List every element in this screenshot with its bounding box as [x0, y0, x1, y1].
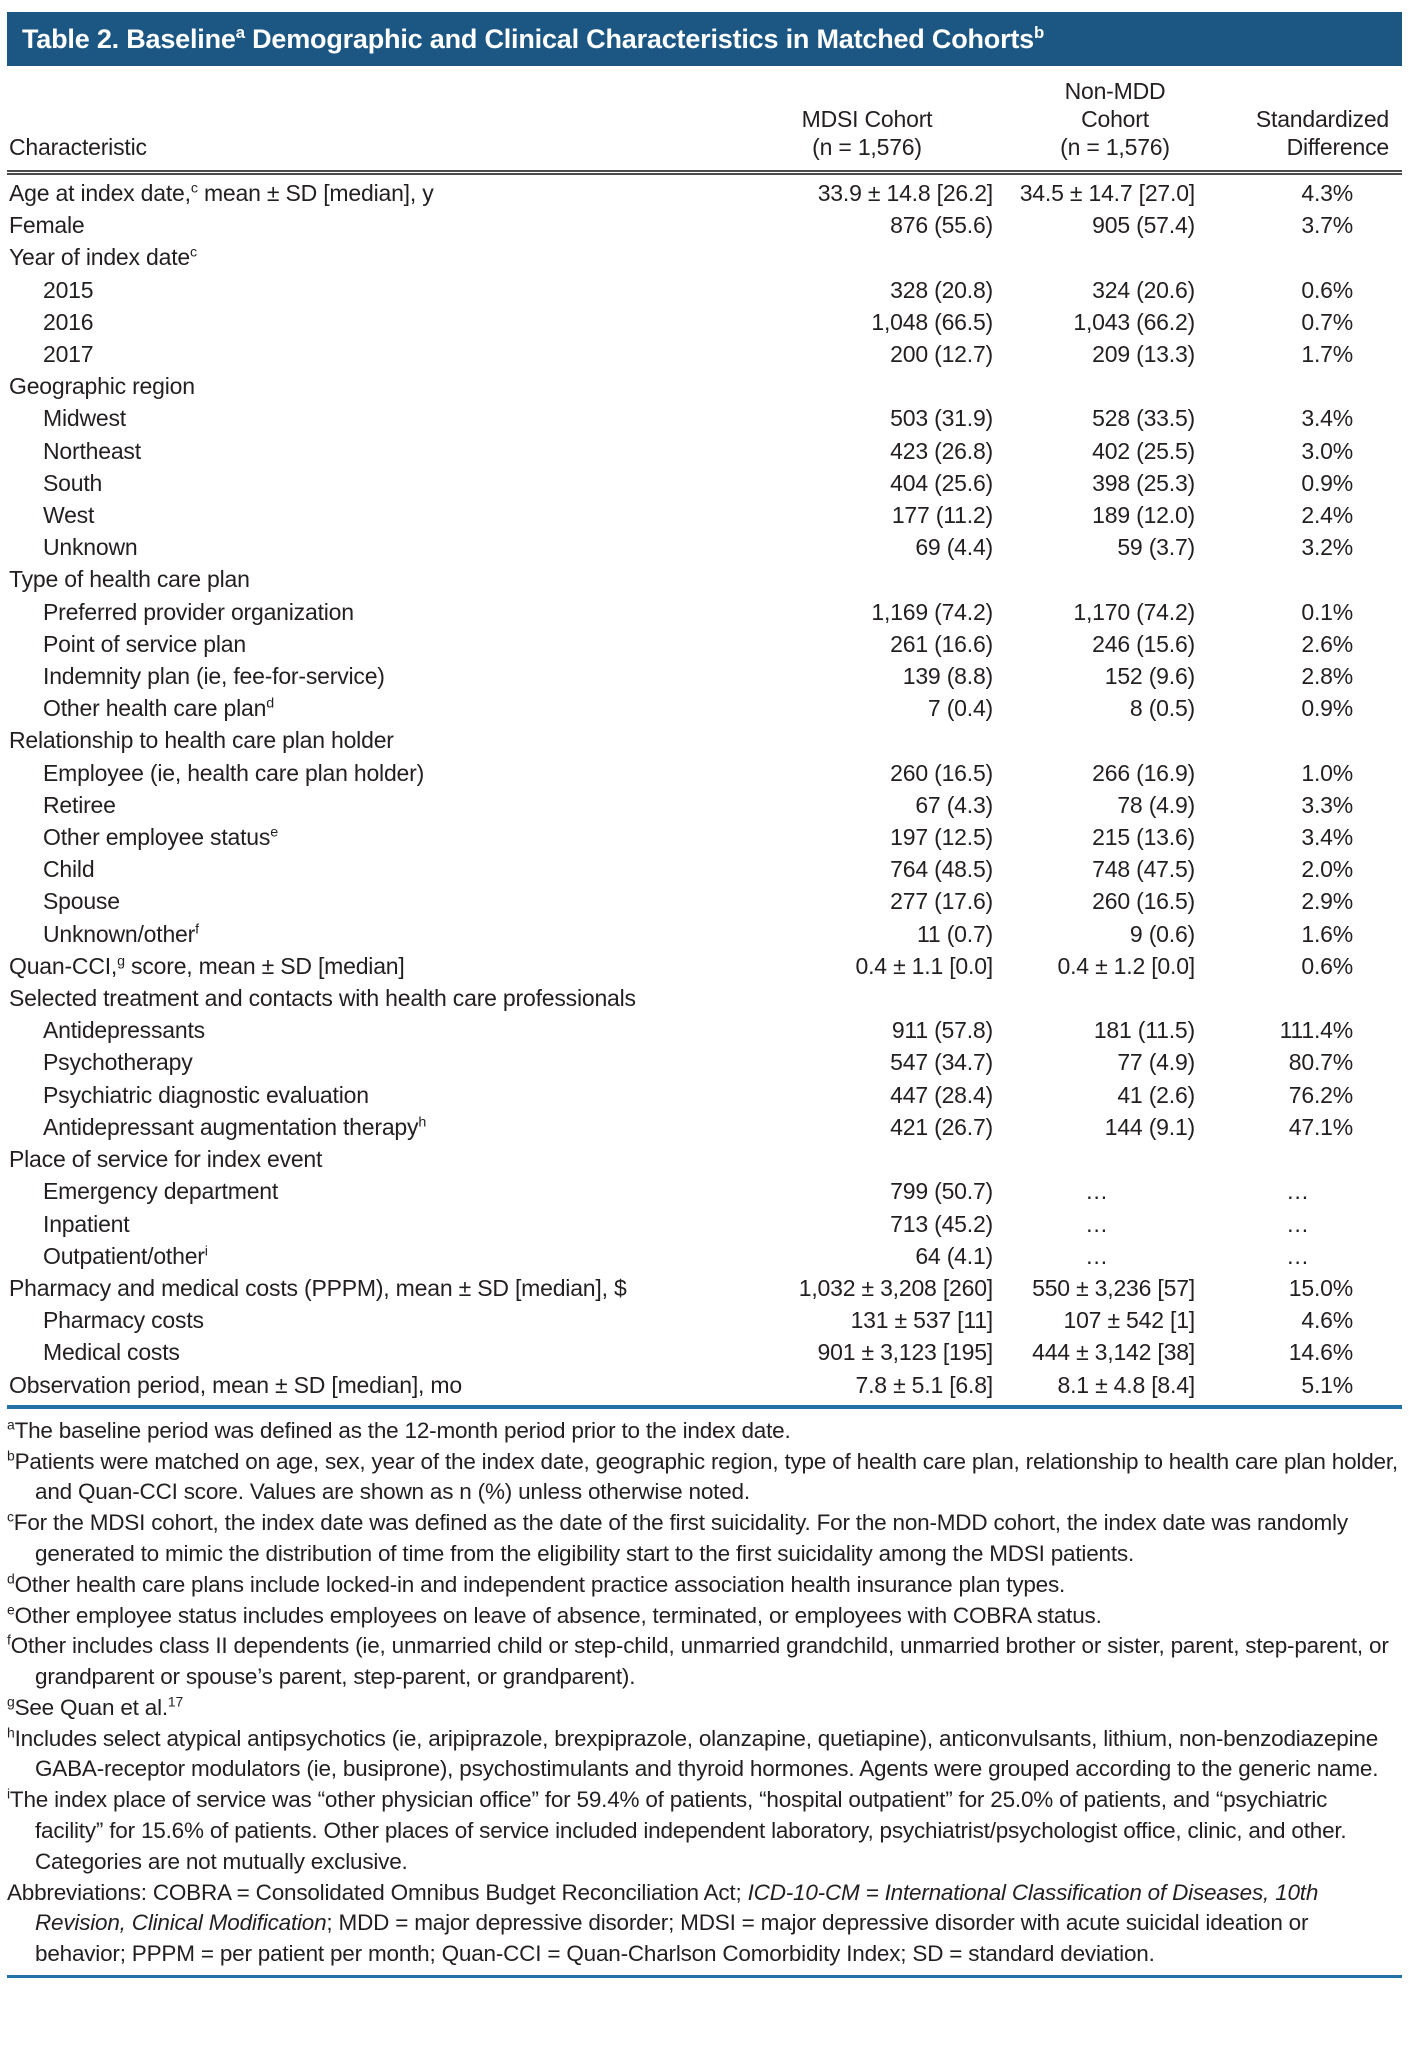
std-diff-value-cell: 47.1%	[1288, 1113, 1353, 1140]
nonmdd-value-cell: 324 (20.6)	[1092, 276, 1195, 303]
mdsi-value-cell: 901 ± 3,123 [195]	[817, 1339, 993, 1366]
std-diff-value-cell	[1200, 241, 1395, 273]
footnote-letter: b	[7, 1447, 15, 1464]
std-diff-value-cell: …	[1286, 1242, 1309, 1269]
mdsi-value-cell: 547 (34.7)	[890, 1049, 993, 1076]
characteristic-cell: Child	[43, 856, 95, 883]
characteristic-cell: Outpatient/other$^i$	[43, 1242, 208, 1269]
characteristic-cell: Other employee status$^e$	[43, 824, 278, 851]
table-row	[7, 563, 1402, 595]
footnote	[7, 1693, 1402, 1724]
std-diff-value-cell: 0.1%	[1301, 598, 1353, 625]
characteristic-cell: Medical costs	[43, 1339, 180, 1366]
std-diff-value-cell: 2.8%	[1301, 663, 1353, 690]
characteristic-cell: Point of service plan	[43, 630, 246, 657]
std-diff-value-cell	[1200, 563, 1395, 595]
table-row	[7, 757, 1402, 789]
nonmdd-value-cell: 181 (11.5)	[1093, 1017, 1195, 1044]
mdsi-value-cell: 139 (8.8)	[902, 663, 993, 690]
nonmdd-value-cell: 528 (33.5)	[1092, 405, 1195, 432]
footnote-text: Other health care plans include locked-in and independent practice association health insurance plan types.	[14, 1571, 1066, 1597]
footnote-letter: c	[7, 1508, 14, 1525]
characteristic-cell: South	[43, 469, 103, 496]
nonmdd-value-cell: 444 ± 3,142 [38]	[1032, 1339, 1195, 1366]
footnote-marker: g	[117, 953, 125, 970]
table-row	[7, 853, 1402, 885]
characteristic-cell: Geographic region	[9, 373, 195, 400]
mdsi-value-cell: 1,048 (66.5)	[871, 308, 993, 335]
abbreviations-text: Abbreviations: COBRA = Consolidated Omnibus Budget Reconciliation Act;	[7, 1879, 748, 1905]
mdsi-cohort-label: MDSI Cohort	[801, 106, 933, 132]
mdsi-value-cell: 197 (12.5)	[890, 824, 993, 851]
footnote-marker: h	[418, 1114, 427, 1131]
std-diff-value-cell: 3.3%	[1301, 791, 1353, 818]
nonmdd-value-cell: …	[1085, 1210, 1108, 1237]
nonmdd-value-cell: …	[1085, 1178, 1108, 1205]
characteristic-cell: Type of health care plan	[9, 566, 250, 593]
nonmdd-value-cell: 41 (2.6)	[1117, 1081, 1195, 1108]
mdsi-value-cell: 11 (0.7)	[917, 920, 993, 947]
standardized-label: Standardized	[1255, 106, 1389, 132]
mdsi-value-cell: 799 (50.7)	[890, 1178, 993, 1205]
table-row	[7, 402, 1402, 434]
nonmdd-value-cell: 152 (9.6)	[1104, 663, 1195, 690]
footnote-marker: c	[189, 244, 197, 261]
footnote-text: For the MDSI cohort, the index date was defined as the date of the first suicidality. For the non-MDD cohort, the index date was randomly generated to mimic the distribution of time from the eligibility start to the first suicidality among the MDSI patients.	[13, 1510, 1348, 1566]
table-row	[7, 1272, 1402, 1304]
table-row	[7, 1304, 1402, 1336]
footnote-marker: f	[195, 921, 199, 938]
characteristic-cell: Antidepressant augmentation therapy$^h$	[43, 1113, 427, 1140]
characteristic-cell: Year of index date$^c$	[9, 244, 197, 271]
characteristic-cell: Female	[9, 212, 85, 239]
table-row	[7, 499, 1402, 531]
footnote	[7, 1570, 1402, 1601]
table-row	[7, 692, 1402, 724]
footnote	[7, 1508, 1402, 1570]
table-row	[7, 982, 1402, 1014]
abbreviations-post-text: ; MDD = major depressive disorder; MDSI = major depressive disorder with acute suicidal ideation or behavior; PPPM = per patient per month; Quan-CCI = Quan-Charlson Comorbidity Index; SD = standard deviation.	[35, 1910, 1309, 1967]
characteristic-cell: Psychotherapy	[43, 1049, 193, 1076]
nonmdd-value-cell: 189 (12.0)	[1092, 502, 1195, 529]
nonmdd-value-cell: 748 (47.5)	[1092, 856, 1195, 883]
table-row	[7, 628, 1402, 660]
nonmdd-value-cell	[993, 370, 1200, 402]
std-diff-value-cell: 3.2%	[1301, 534, 1353, 561]
mdsi-value-cell	[733, 982, 993, 1014]
title-footnote-marker-a: a	[235, 23, 245, 42]
nonmdd-cohort-label: Non-MDD Cohort	[1064, 78, 1166, 132]
nonmdd-value-cell	[993, 724, 1200, 756]
table-row	[7, 274, 1402, 306]
characteristic-cell: Unknown	[43, 534, 138, 561]
mdsi-value-cell: 64 (4.1)	[915, 1242, 993, 1269]
table-row	[7, 1336, 1402, 1368]
std-diff-value-cell: 3.0%	[1301, 437, 1353, 464]
nonmdd-value-cell: 34.5 ± 14.7 [27.0]	[1019, 180, 1195, 206]
characteristic-cell: Inpatient	[43, 1210, 130, 1237]
characteristic-cell: Unknown/other$^f$	[43, 920, 199, 947]
nonmdd-value-cell: 8 (0.5)	[1129, 695, 1195, 722]
nonmdd-value-cell: …	[1085, 1242, 1108, 1269]
table-row	[7, 338, 1402, 370]
mdsi-value-cell	[733, 370, 993, 402]
table-title	[7, 12, 1402, 66]
characteristic-cell: Observation period, mean ± SD [median], mo	[9, 1371, 462, 1398]
std-diff-value-cell	[1200, 724, 1395, 756]
footnote-marker: c	[190, 180, 198, 197]
std-diff-value-cell: 2.0%	[1301, 856, 1353, 883]
table-row	[7, 821, 1402, 853]
table-row	[7, 724, 1402, 756]
mdsi-value-cell: 69 (4.4)	[915, 534, 993, 561]
nonmdd-value-cell: 8.1 ± 4.8 [8.4]	[1057, 1371, 1195, 1398]
nonmdd-value-cell: 0.4 ± 1.2 [0.0]	[1057, 952, 1195, 979]
characteristic-cell: Midwest	[43, 405, 126, 432]
table-row	[7, 435, 1402, 467]
characteristic-cell: Retiree	[43, 791, 116, 818]
std-diff-value-cell: 0.7%	[1301, 308, 1353, 335]
nonmdd-value-cell: 77 (4.9)	[1117, 1049, 1195, 1076]
std-diff-value-cell: 0.9%	[1301, 695, 1353, 722]
nonmdd-value-cell: 9 (0.6)	[1129, 920, 1195, 947]
characteristic-cell: Quan-CCI,$^g$ score, mean ± SD [median]	[9, 952, 405, 979]
std-diff-value-cell: 2.9%	[1301, 888, 1353, 915]
footnote-text: Other includes class II dependents (ie, unmarried child or step-child, unmarried grandchild, unmarried brother or sister, parent, step-parent, or grandparent or spouse’s parent, step-parent, or grandparent).	[10, 1633, 1389, 1690]
mdsi-value-cell: 0.4 ± 1.1 [0.0]	[855, 952, 993, 979]
footnote	[7, 1785, 1402, 1877]
mdsi-value-cell: 260 (16.5)	[890, 759, 993, 786]
abbreviations-italic-text: ICD-10-CM = International Classification of Diseases, 10th Revision, Clinical Modification	[35, 1879, 1319, 1936]
table-row	[7, 1240, 1402, 1272]
table-row	[7, 531, 1402, 563]
nonmdd-value-cell: 78 (4.9)	[1117, 791, 1195, 818]
std-diff-value-cell: 4.6%	[1301, 1307, 1353, 1334]
column-header-mdsi-cohort	[733, 105, 993, 161]
nonmdd-value-cell: 398 (25.3)	[1092, 469, 1195, 496]
characteristic-cell: Preferred provider organization	[43, 598, 354, 625]
table-row	[7, 306, 1402, 338]
characteristic-cell: West	[43, 502, 95, 529]
mdsi-value-cell: 911 (57.8)	[891, 1017, 993, 1044]
nonmdd-cohort-n: (n = 1,576)	[1060, 134, 1170, 160]
table-row	[7, 1014, 1402, 1046]
mdsi-value-cell: 423 (26.8)	[890, 437, 993, 464]
nonmdd-value-cell	[993, 241, 1200, 273]
std-diff-value-cell: 3.4%	[1301, 824, 1353, 851]
mdsi-value-cell: 277 (17.6)	[890, 888, 993, 915]
std-diff-value-cell: 2.4%	[1301, 502, 1353, 529]
table-row	[7, 241, 1402, 273]
nonmdd-value-cell: 905 (57.4)	[1092, 212, 1195, 239]
footnote-marker: i	[204, 1243, 208, 1260]
table-row	[7, 596, 1402, 628]
footnote	[7, 1724, 1402, 1786]
footnote	[7, 1631, 1402, 1693]
characteristic-cell: Northeast	[43, 437, 141, 464]
table-row	[7, 1046, 1402, 1078]
difference-label: Difference	[1286, 134, 1389, 160]
table-row	[7, 918, 1402, 950]
std-diff-value-cell: 3.7%	[1301, 212, 1353, 239]
characteristic-cell: Pharmacy costs	[43, 1307, 204, 1334]
std-diff-value-cell: 14.6%	[1288, 1339, 1353, 1366]
characteristic-cell: Employee (ie, health care plan holder)	[43, 759, 425, 786]
footnote-text: The baseline period was defined as the 12-month period prior to the index date.	[14, 1417, 791, 1443]
std-diff-value-cell: …	[1286, 1178, 1309, 1205]
mdsi-value-cell: 131 ± 537 [11]	[850, 1307, 993, 1334]
column-header-characteristic: Characteristic	[9, 134, 147, 160]
table-row	[7, 660, 1402, 692]
mdsi-value-cell: 67 (4.3)	[915, 791, 993, 818]
std-diff-value-cell: 76.2%	[1288, 1081, 1353, 1108]
table-row	[7, 467, 1402, 499]
characteristic-cell: Indemnity plan (ie, fee-for-service)	[43, 663, 385, 690]
table-row	[7, 209, 1402, 241]
table-row	[7, 1369, 1402, 1401]
nonmdd-value-cell	[993, 563, 1200, 595]
std-diff-value-cell: 15.0%	[1288, 1274, 1353, 1301]
footnote-letter: e	[7, 1601, 15, 1617]
figure-bottom-rule	[7, 1975, 1402, 1978]
table-title-text: Table 2. Baseline	[22, 24, 236, 54]
characteristic-cell: Antidepressants	[43, 1017, 205, 1044]
std-diff-value-cell: …	[1286, 1210, 1309, 1237]
std-diff-value-cell: 2.6%	[1301, 630, 1353, 657]
characteristic-cell: Emergency department	[43, 1178, 279, 1205]
footnote-letter: d	[7, 1570, 15, 1587]
footnote-text: Patients were matched on age, sex, year of the index date, geographic region, type of health care plan, relationship to health care plan holder, and Quan-CCI score. Values are shown as n (%) unless otherwise noted.	[14, 1448, 1398, 1505]
column-header-row	[7, 66, 1402, 170]
table-row	[7, 1143, 1402, 1175]
std-diff-value-cell: 1.0%	[1301, 759, 1353, 786]
nonmdd-value-cell	[993, 982, 1200, 1014]
nonmdd-value-cell: 402 (25.5)	[1092, 437, 1195, 464]
footnotes	[7, 1416, 1402, 1878]
characteristic-cell: Age at index date,$^c$ mean ± SD [median], y	[9, 180, 434, 206]
mdsi-value-cell: 200 (12.7)	[890, 341, 993, 368]
footnote-text: See Quan et al.	[14, 1694, 168, 1720]
table-title-text-mid: Demographic and Clinical Characteristics in Matched Cohorts	[244, 24, 1034, 54]
nonmdd-value-cell: 260 (16.5)	[1092, 888, 1195, 915]
std-diff-value-cell: 1.7%	[1301, 341, 1353, 368]
table-row	[7, 950, 1402, 982]
characteristic-cell: Place of service for index event	[9, 1146, 323, 1173]
footnote-letter: h	[7, 1724, 15, 1741]
mdsi-value-cell: 447 (28.4)	[890, 1081, 993, 1108]
std-diff-value-cell	[1200, 982, 1395, 1014]
abbreviations	[7, 1878, 1402, 1970]
std-diff-value-cell	[1200, 370, 1395, 402]
std-diff-value-cell: 0.9%	[1301, 469, 1353, 496]
table-row	[7, 885, 1402, 917]
nonmdd-value-cell: 107 ± 542 [1]	[1063, 1307, 1195, 1334]
std-diff-value-cell: 0.6%	[1301, 952, 1353, 979]
table-bottom-rule	[7, 1405, 1402, 1409]
nonmdd-value-cell: 550 ± 3,236 [57]	[1032, 1274, 1195, 1301]
characteristic-cell: Other health care plan$^d$	[43, 695, 274, 722]
table-row	[7, 1175, 1402, 1207]
column-header-standardized-difference	[1200, 105, 1395, 161]
table-row	[7, 1111, 1402, 1143]
nonmdd-value-cell: 59 (3.7)	[1117, 534, 1195, 561]
characteristic-cell: 2017	[43, 341, 94, 368]
std-diff-value-cell	[1200, 1143, 1395, 1175]
nonmdd-value-cell: 215 (13.6)	[1092, 824, 1195, 851]
mdsi-value-cell	[733, 1143, 993, 1175]
nonmdd-value-cell: 144 (9.1)	[1104, 1113, 1195, 1140]
characteristic-cell: Spouse	[43, 888, 120, 915]
footnote-text: Includes select atypical antipsychotics (ie, aripiprazole, brexpiprazole, olanzapine, quetiapine), anticonvulsants, lithium, non-benzodiazepine GABA-receptor modulators (ie, busiprone), psychostimulants and thyroid hormones. Agents were grouped according to the generic name.	[14, 1725, 1379, 1782]
std-diff-value-cell: 5.1%	[1301, 1371, 1353, 1398]
nonmdd-value-cell	[993, 1143, 1200, 1175]
table-body	[7, 175, 1402, 1401]
footnote-letter: g	[7, 1693, 15, 1710]
mdsi-value-cell: 7 (0.4)	[927, 695, 993, 722]
std-diff-value-cell: 111.4%	[1279, 1017, 1353, 1044]
footnote	[7, 1447, 1402, 1509]
characteristic-cell: Pharmacy and medical costs (PPPM), mean ± SD [median], $	[9, 1274, 627, 1301]
footnote	[7, 1416, 1402, 1447]
std-diff-value-cell: 80.7%	[1288, 1049, 1353, 1076]
title-footnote-marker-b: b	[1034, 23, 1045, 42]
table-row	[7, 1079, 1402, 1111]
mdsi-value-cell: 261 (16.6)	[890, 630, 993, 657]
mdsi-value-cell: 404 (25.6)	[890, 469, 993, 496]
mdsi-value-cell: 876 (55.6)	[890, 212, 993, 239]
footnote-text: The index place of service was “other physician office” for 59.4% of patients, “hospital outpatient” for 25.0% of patients, and “psychiatric facility” for 15.6% of patients. Other places of service included independent laboratory, psychiatrist/psychologist office, clinic, and other. Categories are not mutually exclusive.	[9, 1787, 1347, 1874]
characteristic-cell: Psychiatric diagnostic evaluation	[43, 1081, 369, 1108]
mdsi-cohort-n: (n = 1,576)	[812, 134, 922, 160]
footnote-reference-number: 17	[167, 1693, 184, 1710]
mdsi-value-cell	[733, 724, 993, 756]
table-row	[7, 1208, 1402, 1240]
mdsi-value-cell: 503 (31.9)	[890, 405, 993, 432]
std-diff-value-cell: 4.3%	[1301, 180, 1353, 206]
mdsi-value-cell	[733, 563, 993, 595]
mdsi-value-cell: 1,032 ± 3,208 [260]	[798, 1274, 993, 1301]
footnote-text: Other employee status includes employees on leave of absence, terminated, or employees with COBRA status.	[14, 1602, 1102, 1628]
footnote-letter: a	[7, 1416, 15, 1433]
nonmdd-value-cell: 1,170 (74.2)	[1073, 598, 1195, 625]
column-header-nonmdd-cohort	[993, 77, 1200, 161]
mdsi-value-cell: 421 (26.7)	[890, 1113, 993, 1140]
footnote-marker: e	[270, 824, 278, 841]
characteristic-cell: 2015	[43, 276, 94, 303]
table-row	[7, 789, 1402, 821]
mdsi-value-cell: 328 (20.8)	[890, 276, 993, 303]
mdsi-value-cell	[733, 241, 993, 273]
characteristic-cell: Selected treatment and contacts with health care professionals	[9, 985, 636, 1012]
footnote-marker: d	[266, 695, 274, 712]
std-diff-value-cell: 3.4%	[1301, 405, 1353, 432]
footnote	[7, 1601, 1402, 1632]
mdsi-value-cell: 177 (11.2)	[891, 502, 993, 529]
footnote-letter: f	[7, 1631, 11, 1648]
nonmdd-value-cell: 1,043 (66.2)	[1073, 308, 1195, 335]
characteristic-cell: Relationship to health care plan holder	[9, 727, 394, 754]
footnote-letter: i	[7, 1785, 10, 1802]
table-row	[7, 370, 1402, 402]
mdsi-value-cell: 33.9 ± 14.8 [26.2]	[817, 180, 993, 206]
nonmdd-value-cell: 266 (16.9)	[1092, 759, 1195, 786]
mdsi-value-cell: 1,169 (74.2)	[871, 598, 993, 625]
mdsi-value-cell: 764 (48.5)	[890, 856, 993, 883]
nonmdd-value-cell: 209 (13.3)	[1092, 341, 1195, 368]
std-diff-value-cell: 1.6%	[1301, 920, 1353, 947]
table-row	[7, 177, 1402, 209]
mdsi-value-cell: 7.8 ± 5.1 [6.8]	[855, 1371, 993, 1398]
nonmdd-value-cell: 246 (15.6)	[1092, 630, 1195, 657]
std-diff-value-cell: 0.6%	[1301, 276, 1353, 303]
characteristic-cell: 2016	[43, 308, 94, 335]
mdsi-value-cell: 713 (45.2)	[890, 1210, 993, 1237]
